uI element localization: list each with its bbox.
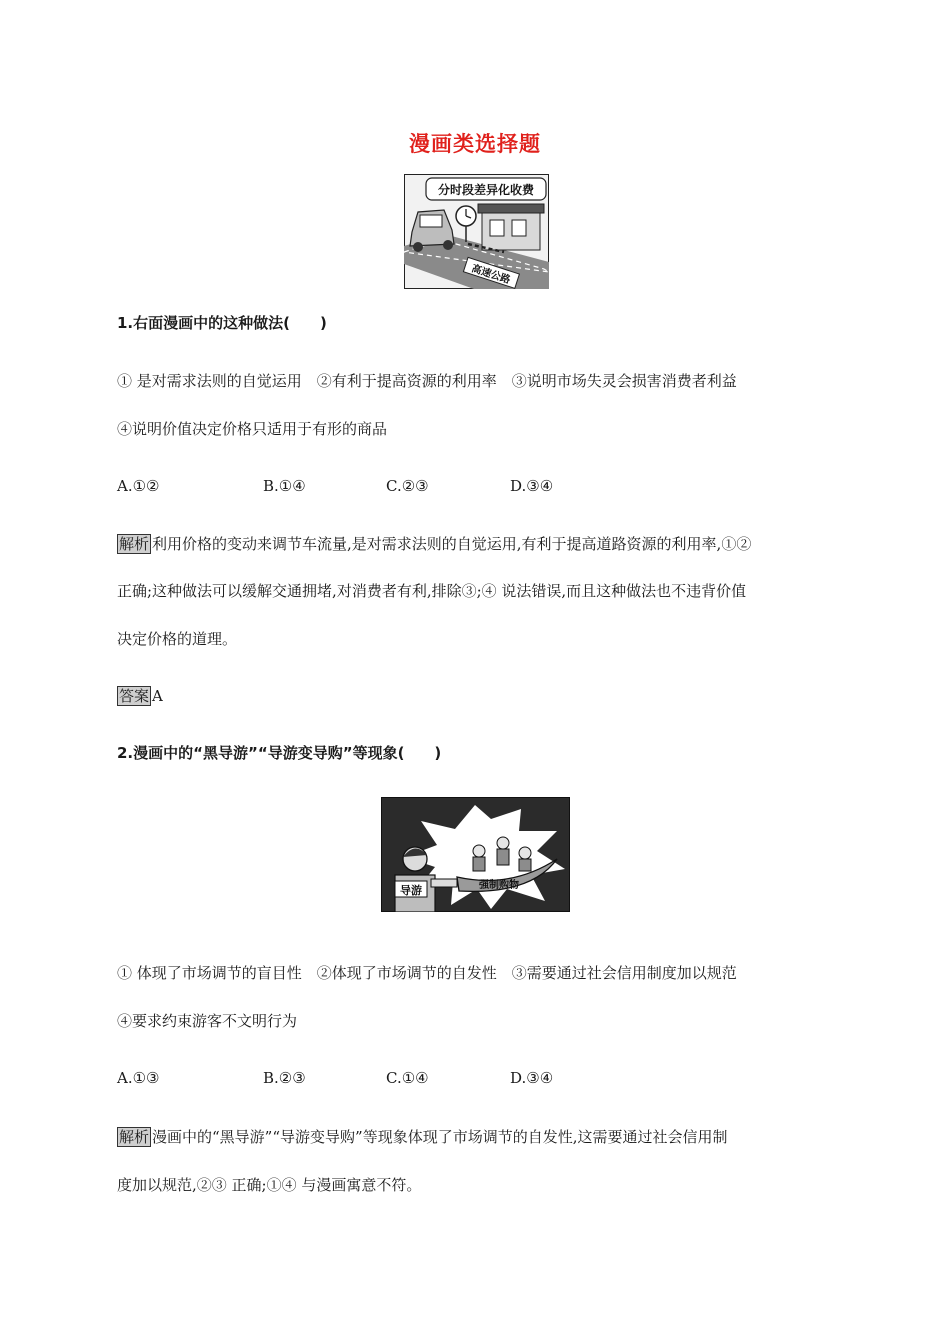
q2-analysis-line2: 度加以规范,②③ 正确;①④ 与漫画寓意不符。 xyxy=(117,1176,422,1194)
q1-option-d: D.③④ xyxy=(510,477,554,495)
road-sign-text: 高速公路 xyxy=(470,263,512,287)
answer-label: 答案 xyxy=(119,687,150,705)
q1-statements-line1: ① 是对需求法则的自觉运用 ②有利于提高资源的利用率 ③说明市场失灵会损害消费者利益 xyxy=(117,372,737,390)
blade-label: 强制购物 xyxy=(479,880,519,891)
q1-analysis-line1 xyxy=(117,533,751,555)
q2-analysis-line1 xyxy=(117,1126,727,1148)
q1-option-a: A.①② xyxy=(117,477,160,495)
analysis-text: 利用价格的变动来调节车流量,是对需求法则的自觉运用,有利于提高道路资源的利用率,①② xyxy=(152,535,752,553)
answer-value: A xyxy=(152,687,163,705)
q1-statements-line2: ④说明价值决定价格只适用于有形的商品 xyxy=(117,420,388,438)
analysis-text: 漫画中的“黑导游”“导游变导购”等现象体现了市场调节的自发性,这需要通过社会信用制 xyxy=(152,1128,728,1146)
q1-answer xyxy=(117,685,163,707)
bubble-text: 分时段差异化收费 xyxy=(437,183,535,197)
q2-option-a: A.①③ xyxy=(117,1069,160,1087)
q1-stem: 1.右面漫画中的这种做法( ) xyxy=(117,314,327,332)
guide-label: 导游 xyxy=(400,884,422,897)
toll-comic-image xyxy=(404,174,549,289)
q1-option-b: B.①④ xyxy=(263,477,306,495)
analysis-label: 解析 xyxy=(119,535,150,553)
q2-statements-line2: ④要求约束游客不文明行为 xyxy=(117,1012,298,1030)
q1-option-c: C.②③ xyxy=(386,477,429,495)
q2-option-d: D.③④ xyxy=(510,1069,554,1087)
analysis-label: 解析 xyxy=(119,1128,150,1146)
q2-stem: 2.漫画中的“黑导游”“导游变导购”等现象( ) xyxy=(117,744,442,762)
page-title: 漫画类选择题 xyxy=(409,132,541,156)
q2-option-b: B.②③ xyxy=(263,1069,306,1087)
q2-statements-line1: ① 体现了市场调节的盲目性 ②体现了市场调节的自发性 ③需要通过社会信用制度加以规范 xyxy=(117,964,737,982)
tour-guide-comic-image xyxy=(381,797,570,912)
q1-analysis-line2: 正确;这种做法可以缓解交通拥堵,对消费者有利,排除③;④ 说法错误,而且这种做法也不违背价值 xyxy=(117,582,747,600)
q2-option-c: C.①④ xyxy=(386,1069,429,1087)
q1-analysis-line3: 决定价格的道理。 xyxy=(117,630,238,648)
